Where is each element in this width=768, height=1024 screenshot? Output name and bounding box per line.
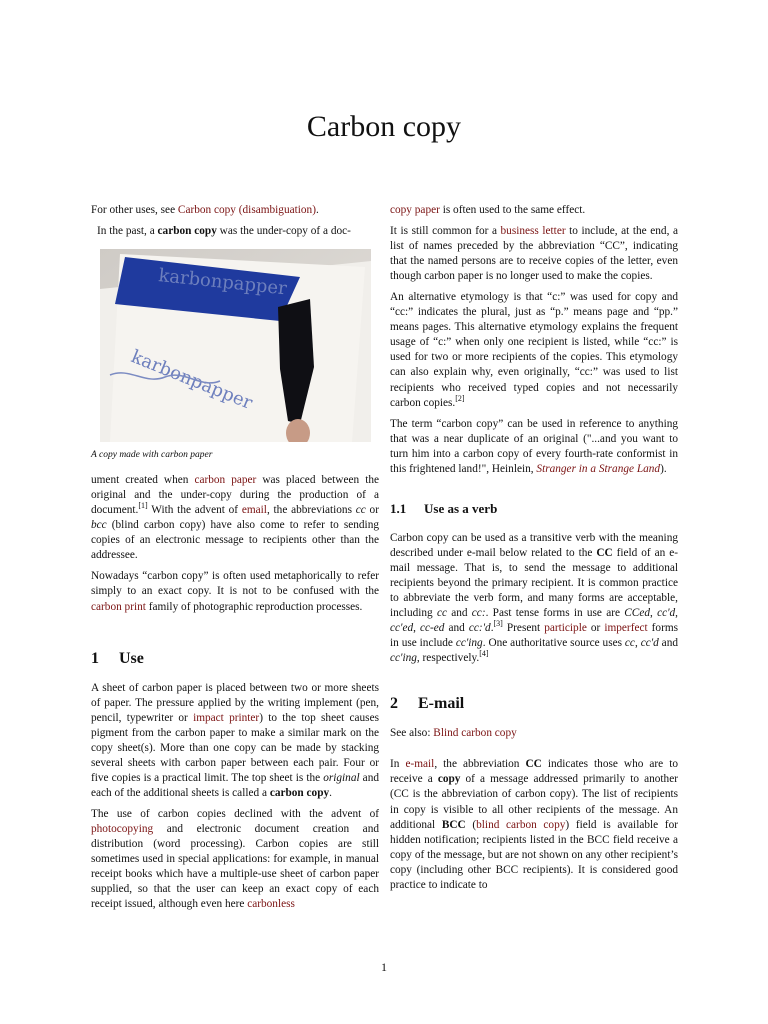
blind-carbon-copy-link[interactable]: Blind carbon copy xyxy=(433,727,517,740)
etymology-paragraph: An alternative etymology is that “c:” was used for copy and “cc:” indicates the plural, just as “p.” means page and “pp.” means pages. This alternative etymology explains the frequent usage of “c:” when only one recipient is listed, while “cc:” is used for two or more recipients of the copies. This etymology can also explain why, even originally, “cc:” was used to list recipients who received typed copies and not necessarily carbon copies.[2] xyxy=(390,291,678,409)
section-verb-heading: 1.1 Use as a verb xyxy=(390,500,498,516)
ref-1[interactable]: [1] xyxy=(138,501,148,511)
hatnote: For other uses, see Carbon copy (disambiguation). xyxy=(91,204,319,216)
photocopying-link[interactable]: photocopying xyxy=(91,823,154,836)
figure-caption: A copy made with carbon paper xyxy=(91,450,213,461)
bcc-link[interactable]: blind carbon copy xyxy=(476,818,566,831)
handwriting-top: karbonpapper xyxy=(157,265,288,300)
ref-3[interactable]: [3] xyxy=(493,619,503,629)
use-paragraph-1: A sheet of carbon paper is placed between two or more sheets of paper. The pressure applied by the writing implement (pen, pencil, typewriter or impact printer) to the top sheet causes pigment from the carbon paper to make a similar mark on the copy sheet(s). More than one copy can be made by stacking several sheets with carbon paper between each pair. Four or five copies is a practical limit. The top sheet is the original and each of the additional sheets is called a carbon copy. xyxy=(91,681,379,799)
imperfect-link[interactable]: imperfect xyxy=(604,622,648,635)
ref-4[interactable]: [4] xyxy=(479,649,489,659)
left-column xyxy=(91,203,379,918)
right-column xyxy=(390,203,678,899)
impact-printer-link[interactable]: impact printer xyxy=(193,711,260,724)
carbonless-link[interactable]: carbonless xyxy=(247,898,295,911)
intro-paragraph-2: ument created when carbon paper was placed between the original and the under-copy during the production of a document.[1] With the advent of email, the abbreviations cc or bcc (blind carbon copy) have also come to refer to sending copies of an electronic message to recipients other than the addressee. xyxy=(91,474,379,562)
carbon-paper-link[interactable]: carbon paper xyxy=(194,474,257,487)
participle-link[interactable]: participle xyxy=(544,622,587,635)
continued-paragraph: copy paper is often used to the same effect. xyxy=(390,204,586,216)
stranger-link[interactable]: Stranger in a Strange Land xyxy=(536,462,661,475)
see-also: See also: Blind carbon copy xyxy=(390,727,517,740)
metaphor-paragraph: The term “carbon copy” can be used in reference to anything that was a near duplicate of an original ("...and you want to turn him into a carbon copy of every fourth-rate conformist in this frightened land!", Heinlein, Stranger in a Strange Land). xyxy=(390,417,678,475)
carbon-paper-figure xyxy=(100,249,371,442)
ref-2[interactable]: [2] xyxy=(455,393,465,403)
intro-paragraph-3: Nowadays “carbon copy” is often used metaphorically to refer simply to an exact copy. It is not to be confused with the carbon print family of photographic reproduction processes. xyxy=(91,570,379,613)
email-paragraph: In e-mail, the abbreviation CC indicates those who are to receive a copy of a message addressed primarily to another (CC is the abbreviation of carbon copy). The list of recipients in copy is visible to all other recipients of the message. An additional BCC (blind carbon copy) field is available for hidden notification; recipients listed in the BCC field receive a copy of the message, but are not shown on any other recipient’s copy (including other BCC recipients). It is considered good practice to indicate to xyxy=(390,758,679,891)
carbon-paper-photo xyxy=(100,249,371,442)
email-link[interactable]: email xyxy=(241,504,267,517)
handwriting-bottom: karbonpapper xyxy=(128,346,256,414)
section-email-heading: 2 E-mail xyxy=(390,695,465,713)
business-letter-paragraph: It is still common for a business letter to include, at the end, a list of names preceded by the abbreviation “CC”, indicating that the named persons are to receive copies of the letter, even though carbon paper is no longer used to make the copies. xyxy=(390,225,678,283)
disambiguation-link[interactable]: Carbon copy (disambiguation) xyxy=(177,204,316,216)
use-paragraph-2: The use of carbon copies declined with the advent of photocopying and electronic document creation and distribution (word processing). Carbon copies are still sometimes used in special applications: for example, in manual receipt books which have a multiple-use sheet of carbon paper supplied, so that the user can keep an exact copy of each receipt issued, although even here carbonless xyxy=(91,807,379,911)
business-letter-link[interactable]: business letter xyxy=(500,225,566,238)
verb-paragraph: Carbon copy can be used as a transitive verb with the meaning described under e-mail below related to the CC field of an e-mail message. That is, to send the message to additional recipients beyond the primary recipient. It is common practice to abbreviate the verb form, and many forms are acceptable, including cc and cc:. Past tense forms in use are CCed, cc'd, cc'ed, cc-ed and cc:'d.[3] Present participle or imperfect forms in use include cc'ing. One authoritative source uses cc, cc'd and cc'ing, respectively.[4] xyxy=(390,531,679,665)
email-article-link[interactable]: e-mail xyxy=(405,758,435,771)
page-title: Carbon copy xyxy=(306,110,462,143)
page-number: 1 xyxy=(381,960,387,974)
section-use-heading: 1 Use xyxy=(91,649,144,667)
intro-paragraph-1: In the past, a carbon copy was the under-copy of a doc- xyxy=(97,225,351,238)
carbon-print-link[interactable]: carbon print xyxy=(91,600,146,613)
copy-paper-link[interactable]: copy paper xyxy=(390,204,440,216)
